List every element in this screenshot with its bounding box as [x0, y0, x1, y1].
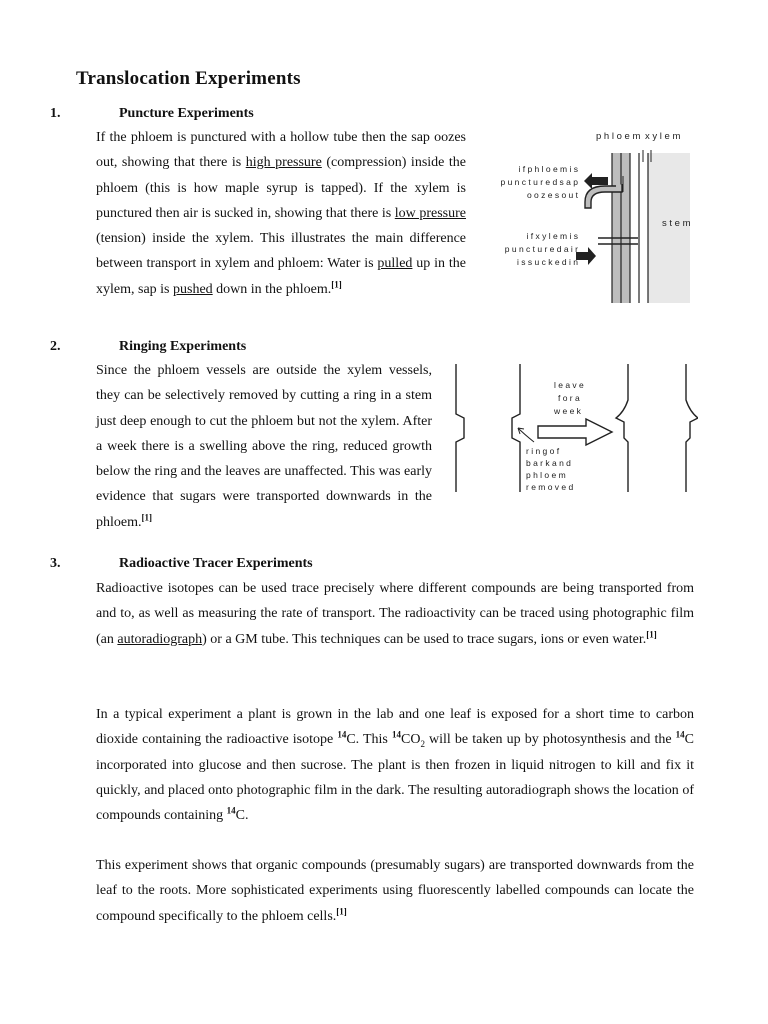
svg-text:p h l o e m: p h l o e m: [526, 470, 566, 480]
air-arrow-icon: [576, 247, 596, 265]
label-xylem: x y l e m: [645, 131, 681, 142]
section-heading-puncture: Puncture Experiments: [119, 106, 254, 121]
reference-marker: [1]: [331, 279, 342, 290]
radioactive-paragraph-2: In a typical experiment a plant is grown in the lab and one leaf is exposed for a short time to carbon dioxide containing the radioactive isotope $^{14}$C. This $^{14}CO_2$ will be taken up by photosynthesis and the $^{14}$C incorporated into glucose and then sucrose. The plant is then frozen in liquid nitrogen to kill and fix it quickly, and placed onto photographic film in the dark. The resulting autoradiograph shows the location of compounds containing $^{14}$C.: [96, 707, 694, 824]
ringing-diagram: [448, 362, 698, 498]
svg-text:r e m o v e d: r e m o v e d: [526, 482, 574, 492]
pointer-arrow-icon: [518, 428, 534, 442]
section-number-3: 3.: [50, 556, 61, 571]
svg-text:i f x y l e m i s: i f x y l e m i s: [526, 231, 578, 241]
svg-text:i s s u c k e d i n: i s s u c k e d i n: [517, 257, 578, 267]
section-heading-radioactive: Radioactive Tracer Experiments: [119, 556, 313, 571]
svg-text:f o r a: f o r a: [558, 393, 580, 403]
ringing-paragraph: Since the phloem vessels are outside the xylem vessels, they can be selectively removed by cutting a ring in a stem just deep enough to cut the phloem but not the xylem. After a week there is a swelling above the ring, reduced growth below the ring and the leaves are unaffected. This was early evidence that sugars were transported downwards in the phloem.[1]: [96, 363, 432, 530]
svg-text:r i n g o f: r i n g o f: [526, 446, 560, 456]
page-title: Translocation Experiments: [76, 68, 301, 89]
reference-marker: [1]: [336, 905, 347, 916]
section-number-2: 2.: [50, 339, 61, 354]
label-phloem: p h l o e m: [596, 131, 641, 142]
section-heading-ringing: Ringing Experiments: [119, 339, 247, 354]
week-arrow-icon: [538, 419, 612, 445]
label-stem: s t e m: [662, 218, 691, 229]
radioactive-paragraph-3: This experiment shows that organic compounds (presumably sugars) are transported downwards from the leaf to the roots. More sophisticated experiments using fluorescently labelled compounds can locate the compound specifically to the phloem cells.[1]: [96, 858, 694, 924]
svg-text:p u n c t u r e d s a p: p u n c t u r e d s a p: [500, 177, 578, 187]
svg-text:b a r k a n d: b a r k a n d: [526, 458, 571, 468]
svg-text:w e e k: w e e k: [554, 406, 581, 416]
svg-text:o o z e s o u t: o o z e s o u t: [526, 190, 578, 200]
svg-text:l e a v e: l e a v e: [554, 380, 584, 390]
reference-marker: [1]: [646, 628, 657, 639]
svg-text:p u n c t u r e d a i r: p u n c t u r e d a i r: [504, 244, 578, 254]
radioactive-paragraph-1: Radioactive isotopes can be used trace precisely where different compounds are being transported from and to, as well as measuring the rate of transport. The radioactivity can be traced using photographic film (an autoradiograph) or a GM tube. This techniques can be used to trace sugars, ions or even water.[1]: [96, 581, 694, 647]
svg-text:i f p h l o e m i s: i f p h l o e m i s: [518, 164, 578, 174]
section-number-1: 1.: [50, 106, 61, 121]
puncture-paragraph: If the phloem is punctured with a hollow tube then the sap oozes out, showing that there is high pressure (compression) inside the phloem (this is how maple syrup is tapped). If the xylem is punctured then air is sucked in, showing that there is low pressure (tension) inside the xylem. This illustrates the main difference between transport in xylem and phloem: Water is pulled up in the xylem, sap is pushed down in the phloem.[1]: [96, 130, 466, 297]
reference-marker: [1]: [141, 512, 152, 523]
puncture-diagram: [488, 126, 698, 308]
